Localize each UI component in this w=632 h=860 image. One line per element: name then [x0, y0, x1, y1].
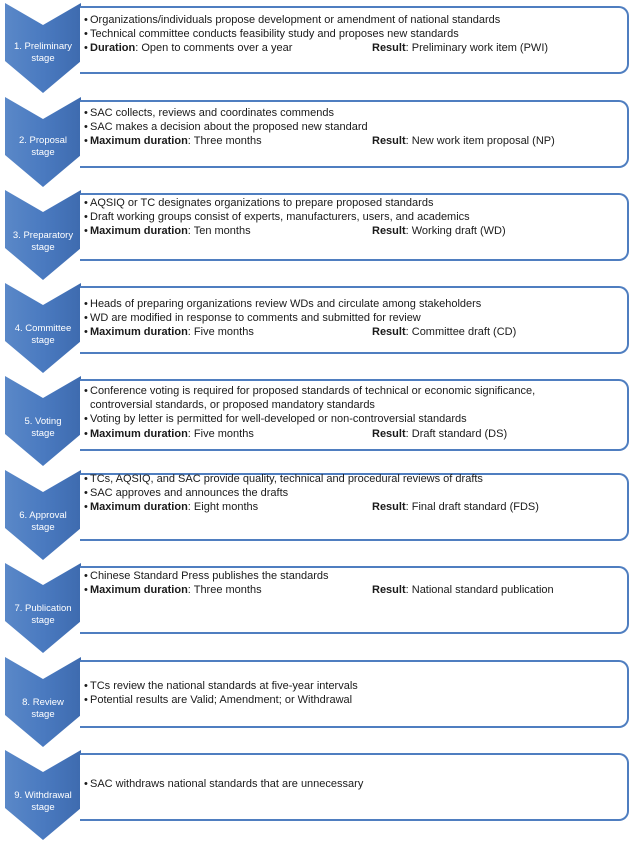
bullet-item: • Heads of preparing organizations review WDs and circulate among stakeholders [84, 297, 623, 311]
stage-label [5, 603, 81, 626]
result-separator: : [405, 584, 412, 597]
stage-label-name: 6. Approval [19, 510, 67, 521]
result-field [372, 224, 506, 238]
bullet-item: • SAC collects, reviews and coordinates commends [84, 106, 623, 120]
stage-label-name: 3. Preparatory [12, 230, 74, 241]
stage-details-box [80, 660, 629, 728]
stage-details-box [80, 100, 629, 168]
result-field [372, 325, 516, 339]
result-value: Committee draft (CD) [411, 326, 517, 339]
stage-chevron [5, 376, 81, 466]
duration-value: Five months [193, 427, 254, 440]
stage-label [5, 323, 81, 346]
stage-chevron [5, 190, 81, 280]
duration-label: Maximum duration [90, 584, 188, 597]
bullet-item: • Potential results are Valid; Amendment; or Withdrawal [84, 693, 623, 707]
duration-separator: : [187, 584, 194, 597]
duration-result-row [84, 583, 623, 597]
stage-bullets [84, 13, 623, 56]
stage-label-name: 2. Proposal [18, 135, 68, 146]
stage-label-suffix: stage [31, 521, 55, 533]
bullet-item: • TCs, AQSIQ, and SAC provide quality, technical and procedural reviews of drafts [84, 472, 623, 486]
bullet-item: • SAC approves and announces the drafts [84, 486, 623, 500]
stage-label [5, 41, 81, 64]
result-separator: : [405, 135, 412, 148]
result-value: National standard publication [411, 584, 554, 597]
result-value: Preliminary work item (PWI) [411, 42, 549, 55]
bullet-item: • Technical committee conducts feasibility study and proposes new standards [84, 27, 623, 41]
duration-result-row [84, 224, 623, 238]
stage-label-name: 7. Publication [14, 603, 72, 614]
duration-value: Eight months [193, 501, 259, 514]
duration-result-row [84, 427, 623, 441]
result-separator: : [405, 42, 412, 55]
result-label: Result [372, 135, 406, 148]
stage-chevron [5, 3, 81, 93]
bullet-item: • WD are modified in response to comments and submitted for review [84, 311, 623, 325]
duration-separator: : [187, 427, 194, 440]
bullet-item: • Chinese Standard Press publishes the standards [84, 569, 623, 583]
duration-label: Duration [90, 42, 136, 55]
bullet-item: • Draft working groups consist of experts, manufacturers, users, and academics [84, 210, 623, 224]
bullet-item: • Conference voting is required for proposed standards of technical or economic significance, [84, 384, 623, 398]
stage-label-suffix: stage [31, 427, 55, 439]
stage-details-box [80, 753, 629, 821]
stage-label-suffix: stage [31, 708, 55, 720]
duration-label: Maximum duration [90, 427, 188, 440]
stage-label-name: 4. Committee [14, 323, 72, 334]
result-field [372, 500, 539, 514]
stage-bullets [84, 777, 623, 791]
result-field [372, 427, 507, 441]
stage-details-box [80, 566, 629, 634]
stage-label [5, 416, 81, 439]
stage-chevron [5, 750, 81, 840]
duration-label: Maximum duration [90, 225, 188, 238]
duration-separator: : [187, 225, 194, 238]
duration-value: Open to comments over a year [141, 42, 293, 55]
stage-bullets [84, 196, 623, 239]
duration-result-row [84, 325, 623, 339]
result-value: Final draft standard (FDS) [411, 501, 539, 514]
result-label: Result [372, 42, 406, 55]
stage-chevron [5, 283, 81, 373]
stage-label-name: 1. Preliminary [13, 41, 73, 52]
result-separator: : [405, 225, 412, 238]
result-field [372, 41, 548, 55]
stage-label-name: 5. Voting [24, 416, 62, 427]
duration-separator: : [135, 42, 142, 55]
stage-label [5, 697, 81, 720]
duration-label: Maximum duration [90, 501, 188, 514]
result-separator: : [405, 326, 412, 339]
stage-label [5, 510, 81, 533]
stage-details-box [80, 473, 629, 541]
stage-label [5, 790, 81, 813]
stage-row [0, 750, 632, 844]
bullet-item: • Organizations/individuals propose development or amendment of national standards [84, 13, 623, 27]
duration-value: Five months [193, 326, 254, 339]
result-label: Result [372, 326, 406, 339]
duration-value: Ten months [193, 225, 251, 238]
stage-label-suffix: stage [31, 614, 55, 626]
stage-label-suffix: stage [31, 241, 55, 253]
duration-result-row [84, 134, 623, 148]
stage-chevron [5, 563, 81, 653]
stage-label-suffix: stage [31, 801, 55, 813]
stage-row [0, 3, 632, 97]
bullet-item: • SAC makes a decision about the proposed new standard [84, 120, 623, 134]
stage-row [0, 376, 632, 470]
duration-label: Maximum duration [90, 135, 188, 148]
result-value: Working draft (WD) [411, 225, 506, 238]
stage-row [0, 657, 632, 751]
stage-label-name: 9. Withdrawal [14, 790, 72, 801]
stage-bullets [84, 106, 623, 149]
stage-label [5, 230, 81, 253]
duration-result-row [84, 500, 623, 514]
result-separator: : [405, 501, 412, 514]
stage-row [0, 283, 632, 377]
stage-bullets [84, 472, 623, 515]
result-value: Draft standard (DS) [411, 427, 508, 440]
stage-label-suffix: stage [31, 146, 55, 158]
stage-bullets [84, 384, 623, 441]
duration-separator: : [187, 135, 194, 148]
stage-row [0, 563, 632, 657]
duration-result-row [84, 41, 623, 55]
bullet-item: • AQSIQ or TC designates organizations to prepare proposed standards [84, 196, 623, 210]
stage-row [0, 470, 632, 564]
stage-details-box [80, 6, 629, 74]
bullet-item-continuation: controversial standards, or proposed mandatory standards [90, 399, 375, 412]
result-label: Result [372, 501, 406, 514]
stage-row [0, 97, 632, 191]
result-label: Result [372, 225, 406, 238]
result-separator: : [405, 427, 412, 440]
bullet-item: • Voting by letter is permitted for well-developed or non-controversial standards [84, 412, 623, 426]
stage-label-name: 8. Review [22, 697, 64, 708]
stage-details-box [80, 379, 629, 451]
result-field [372, 583, 554, 597]
stage-bullets [84, 679, 623, 707]
duration-label: Maximum duration [90, 326, 188, 339]
result-value: New work item proposal (NP) [411, 135, 555, 148]
stage-chevron [5, 97, 81, 187]
duration-value: Three months [193, 135, 262, 148]
stage-details-box [80, 193, 629, 261]
duration-separator: : [187, 501, 194, 514]
stage-label-suffix: stage [31, 334, 55, 346]
result-label: Result [372, 584, 406, 597]
stage-chevron [5, 470, 81, 560]
duration-separator: : [187, 326, 194, 339]
stage-label-suffix: stage [31, 52, 55, 64]
bullet-item: • SAC withdraws national standards that are unnecessary [84, 777, 623, 791]
stage-row [0, 190, 632, 284]
stage-label [5, 135, 81, 158]
stage-bullets [84, 297, 623, 340]
duration-value: Three months [193, 584, 262, 597]
bullet-item: • TCs review the national standards at five-year intervals [84, 679, 623, 693]
stage-bullets [84, 569, 623, 597]
result-label: Result [372, 427, 406, 440]
stage-chevron [5, 657, 81, 747]
stage-details-box [80, 286, 629, 354]
result-field [372, 134, 555, 148]
